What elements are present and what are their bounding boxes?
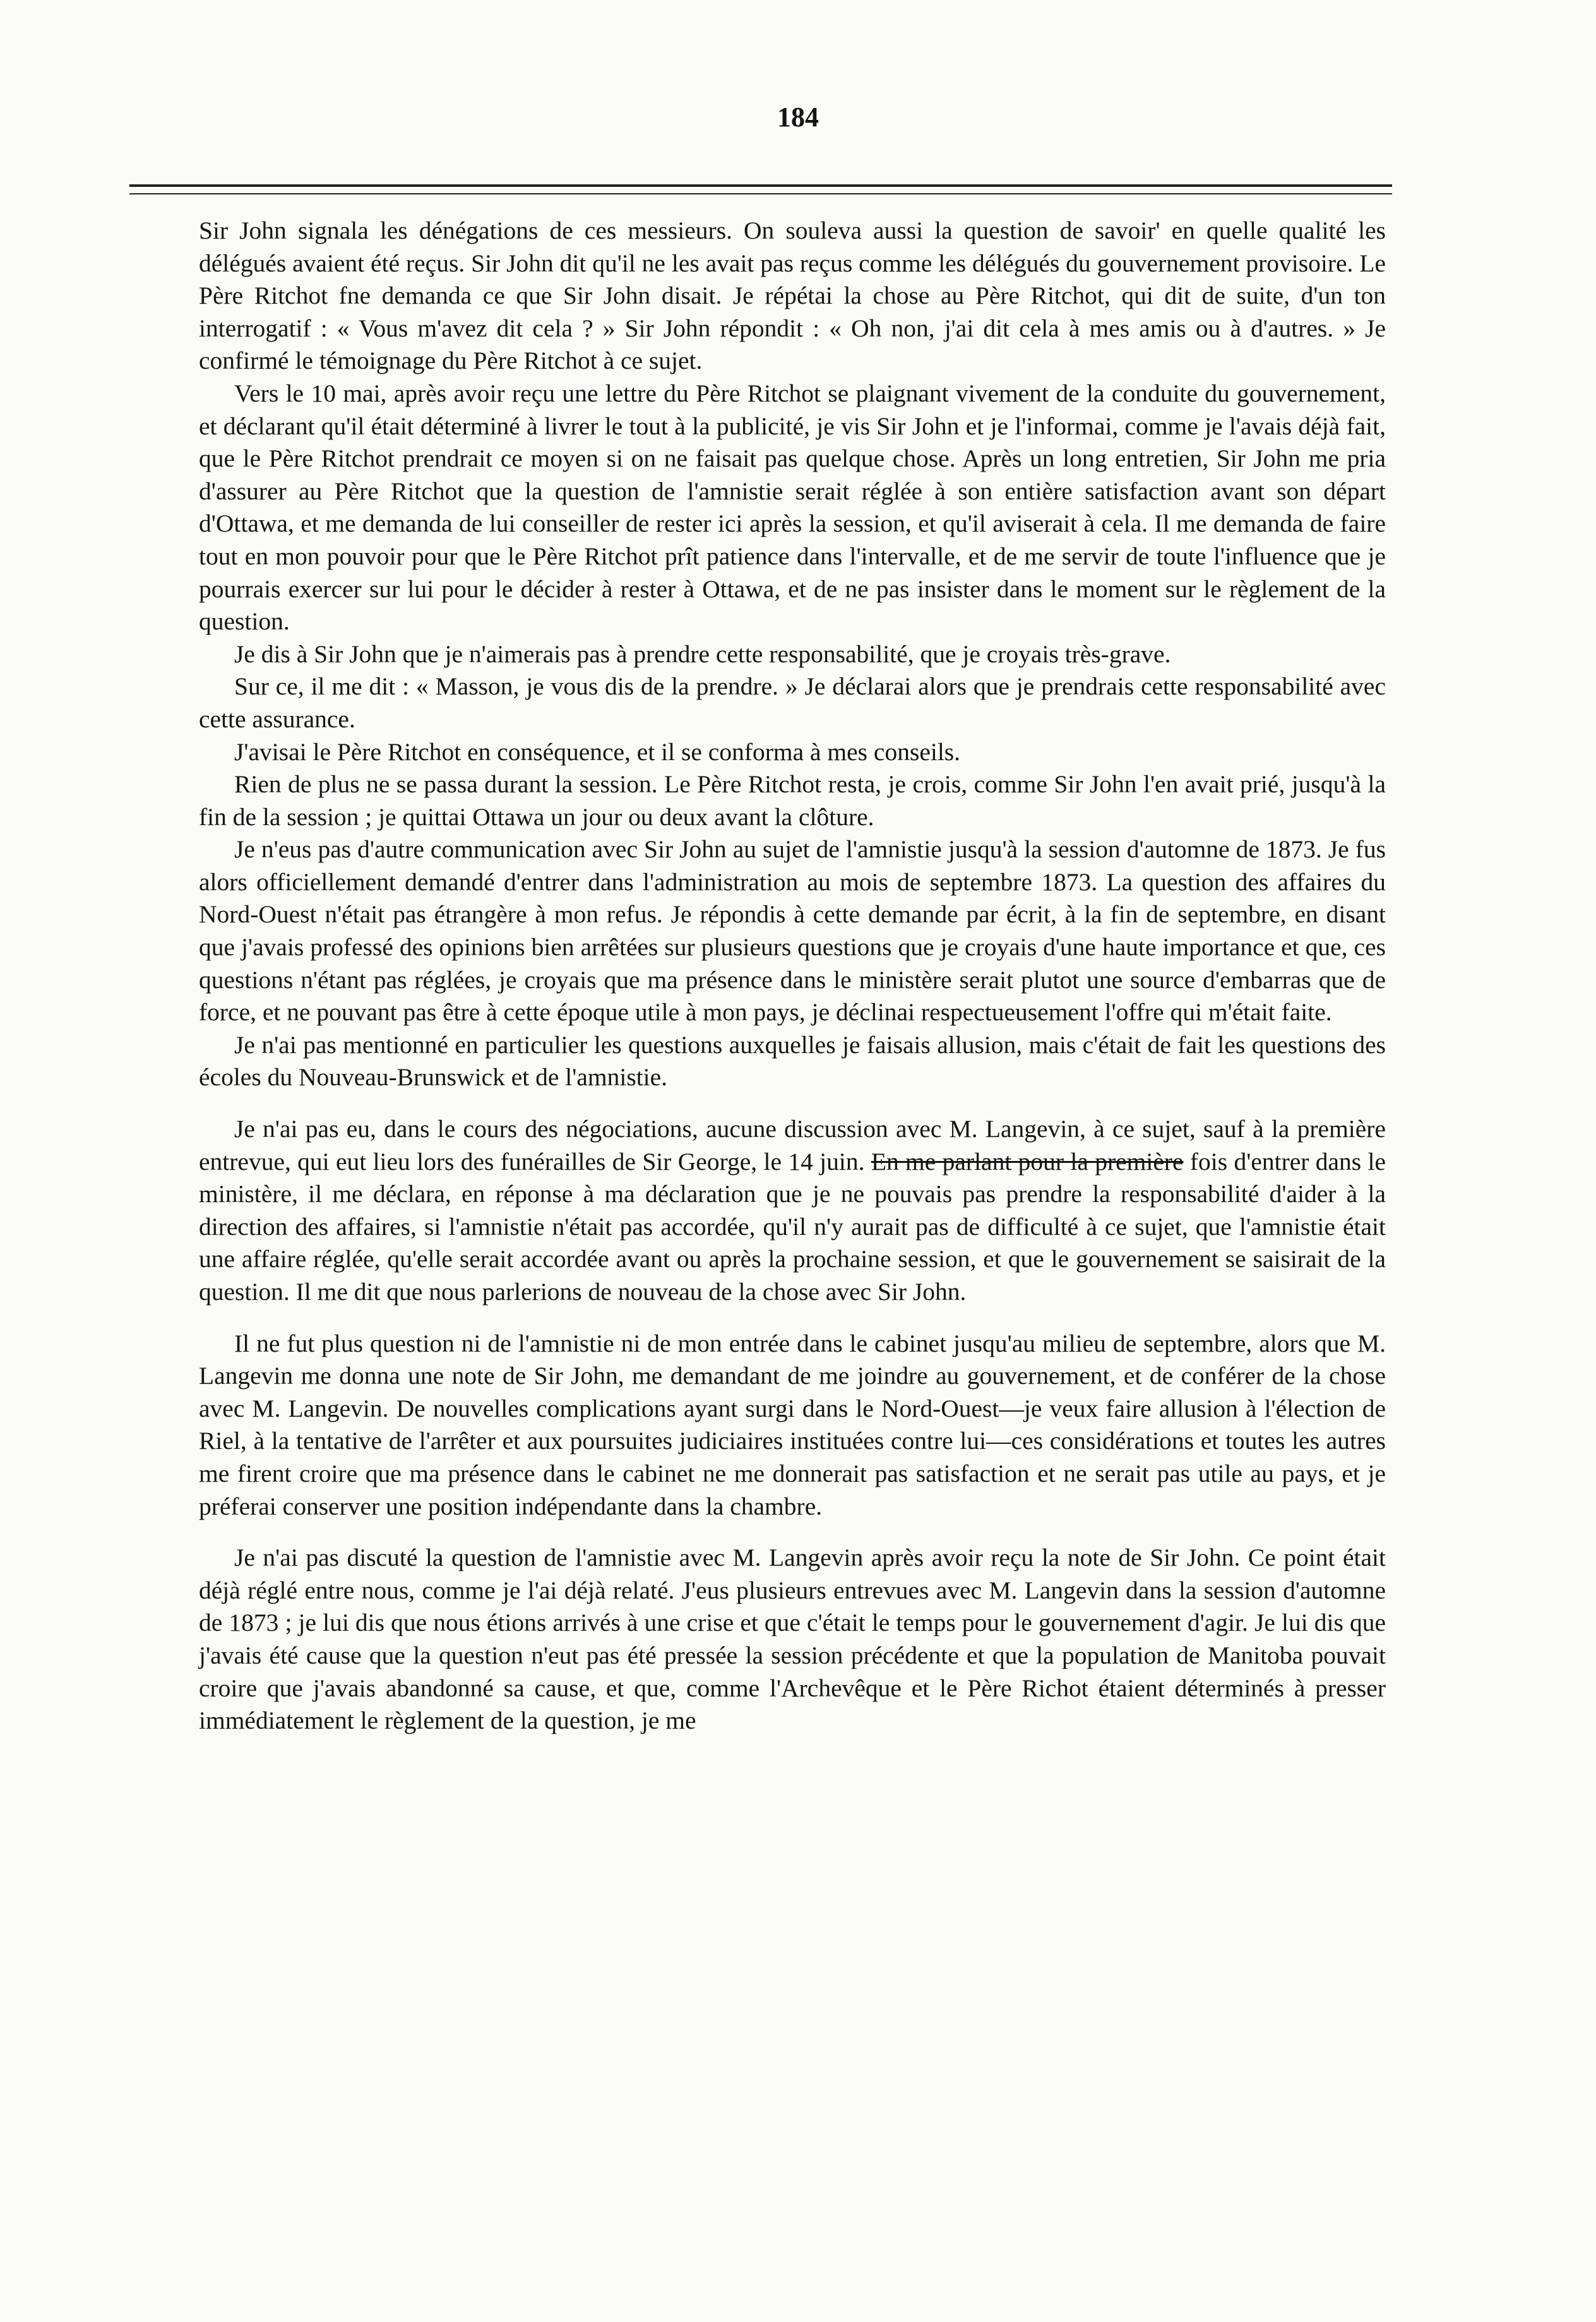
paragraph: Je dis à Sir John que je n'aimerais pas à prendre cette responsabilité, que je croyais très-grave. xyxy=(234,640,1171,668)
paragraph: Je n'eus pas d'autre communication avec Sir John au sujet de l'amnistie jusqu'à la session d'automne de 1873. Je fus alors officiellement demandé d'entrer dans l'administration au mois de septembre 1873. La question des affaires du Nord-Ouest n'était pas étrangère à mon refus. Je répondis à cette demande par écrit, à la fin de septembre, en disant que j'avais professé des opinions bien arrêtées sur plusieurs questions que je croyais d'une haute importance et que, ces questions n'étant pas réglées, je croyais que ma présence dans le ministère serait plutot une source d'embarras que de force, et ne pouvant pas être à cette époque utile à mon pays, je déclinai respectueusement l'offre qui m'était faite. xyxy=(199,835,1386,1027)
paragraph: Il ne fut plus question ni de l'amnistie ni de mon entrée dans le cabinet jusqu'au milieu de septembre, alors que M. Langevin me donna une note de Sir John, me demandant de me joindre au gouvernement, et de conférer de la chose avec M. Langevin. De nouvelles complications ayant surgi dans le Nord-Ouest—je veux faire allusion à l'élection de Riel, à la tentative de l'arrêter et aux poursuites judiciaires instituées contre lui—ces considérations et toutes les autres me firent croire que ma présence dans le cabinet ne me donnerait pas satisfaction et ne serait pas utile au pays, et je préferai conserver une position indépendante dans la chambre. xyxy=(199,1329,1386,1520)
paragraph-text: fois d'entrer dans le ministère, il me déclara, en réponse à ma déclaration que je ne pouvais pas prendre la responsabilité d'aider à la direction des affaires, si l'amnistie n'était pas accordée, qu'il n'y aurait pas de difficulté à ce sujet, que l'amnistie était une affaire réglée, qu'elle serait accordée avant ou après la prochaine session, et que le gouvernement se saisirait de la question. Il me dit que nous parlerions de nouveau de la chose avec Sir John. xyxy=(199,1147,1386,1306)
paragraph-text: Je n'ai pas eu, dans le cours des négociations, aucune discussion avec M. Langevin, à ce sujet, sauf à la première entrevue, qui eut lieu lors des funérailles de Sir George, le 14 juin. xyxy=(199,1115,1386,1176)
paragraph: Sur ce, il me dit : « Masson, je vous dis de la prendre. » Je déclarai alors que je prendrais cette responsabilité avec cette assurance. xyxy=(199,672,1386,733)
header-rule xyxy=(129,184,1392,187)
paragraph: Vers le 10 mai, après avoir reçu une lettre du Père Ritchot se plaignant vivement de la conduite du gouvernement, et déclarant qu'il était déterminé à livrer le tout à la publicité, je vis Sir John et je l'informai, comme je l'avais déjà fait, que le Père Ritchot prendrait ce moyen si on ne faisait pas quelque chose. Après un long entretien, Sir John me pria d'assurer au Père Ritchot que la question de l'amnistie serait réglée à son entière satisfaction avant son départ d'Ottawa, et me demanda de lui conseiller de rester ici après la session, et qu'il aviserait à cela. Il me demanda de faire tout en mon pouvoir pour que le Père Ritchot prît patience dans l'intervalle, et de me servir de toute l'influence que je pourrais exercer sur lui pour le décider à rester à Ottawa, et de ne pas insister dans le moment sur le règlement de la question. xyxy=(199,379,1386,636)
paragraph: Sir John signala les dénégations de ces messieurs. On souleva aussi la question de savoir' en quelle qualité les délégués avaient été reçus. Sir John dit qu'il ne les avait pas reçus comme les délégués du gouvernement provisoire. Le Père Ritchot fne demanda ce que Sir John disait. Je répétai la chose au Père Ritchot, qui dit de suite, d'un ton interrogatif : « Vous m'avez dit cela ? » Sir John répondit : « Oh non, j'ai dit cela à mes amis ou à d'autres. » Je confirmé le témoignage du Père Ritchot à ce sujet. xyxy=(199,217,1386,375)
paragraph: Je n'ai pas mentionné en particulier les questions auxquelles je faisais allusion, mais c'était de fait les questions des écoles du Nouveau-Brunswick et de l'amnistie. xyxy=(199,1030,1386,1092)
header-rule-thin xyxy=(129,193,1392,194)
paragraph xyxy=(199,1113,1386,1309)
paragraph: Je n'ai pas discuté la question de l'amnistie avec M. Langevin après avoir reçu la note de Sir John. Ce point était déjà réglé entre nous, comme je l'ai déjà relaté. J'eus plusieurs entrevues avec M. Langevin dans la session d'automne de 1873 ; je lui dis que nous étions arrivés à une crise et que c'était le temps pour le gouvernement d'agir. Je lui dis que j'avais été cause que la question n'eut pas été pressée la session précédente et que la population de Manitoba pouvait croire que j'avais abandonné sa cause, et que, comme l'Archevêque et le Père Richot étaient déterminés à presser immédiatement le règlement de la question, je me xyxy=(199,1544,1386,1735)
body-text xyxy=(199,215,1386,1737)
struck-text: En me parlant pour la première xyxy=(871,1147,1184,1176)
page-number: 184 xyxy=(777,102,819,133)
paragraph: J'avisai le Père Ritchot en conséquence, et il se conforma à mes conseils. xyxy=(234,737,961,766)
paragraph: Rien de plus ne se passa durant la session. Le Père Ritchot resta, je crois, comme Sir John l'en avait prié, jusqu'à la fin de la session ; je quittai Ottawa un jour ou deux avant la clôture. xyxy=(199,770,1386,831)
